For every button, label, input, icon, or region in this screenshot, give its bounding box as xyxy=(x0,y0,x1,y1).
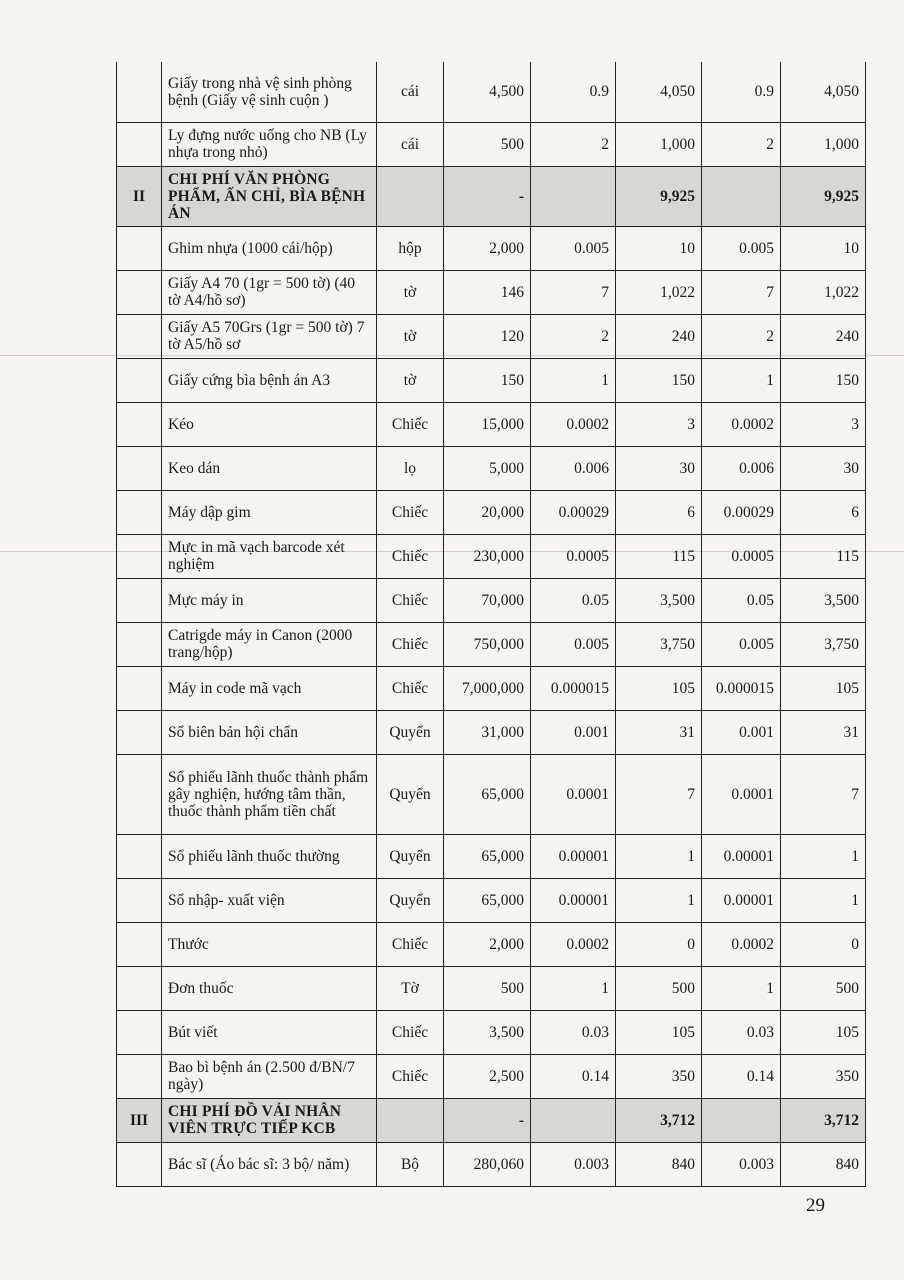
cell-unit-price: 15,000 xyxy=(444,402,531,446)
cell-amount-1: 3,750 xyxy=(616,622,702,666)
cell-quantity-1: 1 xyxy=(531,966,616,1010)
cell-quantity-1: 0.0005 xyxy=(531,534,616,578)
table-row xyxy=(117,834,866,878)
cell-unit-price: 65,000 xyxy=(444,878,531,922)
cell-quantity-2: 0.00001 xyxy=(702,878,781,922)
cell-quantity-2 xyxy=(702,166,781,226)
cell-unit: cái xyxy=(377,122,444,166)
cell-quantity-1: 7 xyxy=(531,270,616,314)
cell-unit-price: 4,500 xyxy=(444,62,531,122)
cell-amount-1: 150 xyxy=(616,358,702,402)
cell-stt xyxy=(117,710,162,754)
table-row xyxy=(117,710,866,754)
cell-quantity-2: 7 xyxy=(702,270,781,314)
cell-quantity-1 xyxy=(531,166,616,226)
cell-unit-price: 280,060 xyxy=(444,1142,531,1186)
cell-quantity-1: 0.006 xyxy=(531,446,616,490)
cell-amount-1: 3,500 xyxy=(616,578,702,622)
cell-unit-price: 20,000 xyxy=(444,490,531,534)
cell-amount-1: 31 xyxy=(616,710,702,754)
cell-amount-1: 240 xyxy=(616,314,702,358)
cell-stt xyxy=(117,966,162,1010)
cell-amount-2: 30 xyxy=(781,446,866,490)
cell-unit: Chiếc xyxy=(377,402,444,446)
section-row xyxy=(117,1098,866,1142)
cell-unit: Quyển xyxy=(377,878,444,922)
cell-stt xyxy=(117,1010,162,1054)
table-row xyxy=(117,402,866,446)
table-row xyxy=(117,446,866,490)
cell-quantity-1: 0.00001 xyxy=(531,878,616,922)
cell-stt: II xyxy=(117,166,162,226)
cell-quantity-1: 0.05 xyxy=(531,578,616,622)
cell-amount-2: 150 xyxy=(781,358,866,402)
cell-amount-1: 1 xyxy=(616,878,702,922)
cell-stt xyxy=(117,1054,162,1098)
cell-unit: Chiếc xyxy=(377,578,444,622)
cell-stt xyxy=(117,878,162,922)
cell-quantity-2: 0.0001 xyxy=(702,754,781,834)
cell-amount-2: 9,925 xyxy=(781,166,866,226)
cell-amount-1: 9,925 xyxy=(616,166,702,226)
cell-quantity-2: 1 xyxy=(702,358,781,402)
cell-amount-1: 4,050 xyxy=(616,62,702,122)
cell-item-name: Máy in code mã vạch xyxy=(162,666,377,710)
cell-amount-2: 105 xyxy=(781,1010,866,1054)
cell-stt xyxy=(117,314,162,358)
cell-amount-2: 1,000 xyxy=(781,122,866,166)
cell-quantity-1: 0.0002 xyxy=(531,922,616,966)
cell-amount-2: 105 xyxy=(781,666,866,710)
cell-amount-2: 7 xyxy=(781,754,866,834)
cell-item-name: CHI PHÍ ĐỒ VẢI NHÂN VIÊN TRỰC TIẾP KCB xyxy=(162,1098,377,1142)
table-row xyxy=(117,122,866,166)
cell-stt xyxy=(117,666,162,710)
cell-quantity-1: 0.00001 xyxy=(531,834,616,878)
cell-amount-2: 500 xyxy=(781,966,866,1010)
cell-amount-2: 350 xyxy=(781,1054,866,1098)
cell-item-name: Sổ biên bản hội chẩn xyxy=(162,710,377,754)
cell-amount-2: 3,750 xyxy=(781,622,866,666)
cell-unit: Chiếc xyxy=(377,622,444,666)
cell-amount-2: 10 xyxy=(781,226,866,270)
cell-quantity-2: 0.05 xyxy=(702,578,781,622)
cell-amount-2: 3,712 xyxy=(781,1098,866,1142)
cell-item-name: Kéo xyxy=(162,402,377,446)
table-body xyxy=(117,62,866,1186)
cell-quantity-1: 0.9 xyxy=(531,62,616,122)
table-row xyxy=(117,534,866,578)
cell-item-name: CHI PHÍ VĂN PHÒNG PHẨM, ẤN CHỈ, BÌA BỆNH ÁN xyxy=(162,166,377,226)
cell-quantity-2: 0.006 xyxy=(702,446,781,490)
cell-item-name: Máy dập gim xyxy=(162,490,377,534)
cell-amount-2: 840 xyxy=(781,1142,866,1186)
cell-amount-1: 0 xyxy=(616,922,702,966)
cell-quantity-2: 0.14 xyxy=(702,1054,781,1098)
table-row xyxy=(117,622,866,666)
cell-quantity-1: 1 xyxy=(531,358,616,402)
cell-unit: Chiếc xyxy=(377,666,444,710)
cell-unit-price: - xyxy=(444,1098,531,1142)
cell-unit-price: 5,000 xyxy=(444,446,531,490)
cell-stt xyxy=(117,490,162,534)
cell-item-name: Thước xyxy=(162,922,377,966)
cell-quantity-1: 0.005 xyxy=(531,622,616,666)
cell-item-name: Giấy A5 70Grs (1gr = 500 tờ) 7 tờ A5/hồ sơ xyxy=(162,314,377,358)
cell-amount-2: 1 xyxy=(781,834,866,878)
cell-quantity-2: 0.00029 xyxy=(702,490,781,534)
cell-stt xyxy=(117,578,162,622)
cell-item-name: Bác sĩ (Áo bác sĩ: 3 bộ/ năm) xyxy=(162,1142,377,1186)
cell-stt xyxy=(117,122,162,166)
cell-amount-2: 6 xyxy=(781,490,866,534)
cell-stt: III xyxy=(117,1098,162,1142)
cell-unit: tờ xyxy=(377,358,444,402)
table-row xyxy=(117,754,866,834)
cell-quantity-1: 0.0001 xyxy=(531,754,616,834)
cell-amount-2: 1,022 xyxy=(781,270,866,314)
cell-unit: cái xyxy=(377,62,444,122)
cell-item-name: Đơn thuốc xyxy=(162,966,377,1010)
table-row xyxy=(117,1054,866,1098)
cell-amount-1: 7 xyxy=(616,754,702,834)
cell-stt xyxy=(117,62,162,122)
cell-quantity-2: 2 xyxy=(702,122,781,166)
cell-quantity-1: 2 xyxy=(531,122,616,166)
cell-stt xyxy=(117,270,162,314)
cell-item-name: Sổ nhập- xuất viện xyxy=(162,878,377,922)
cell-amount-1: 1 xyxy=(616,834,702,878)
cell-unit-price: 2,000 xyxy=(444,226,531,270)
cell-unit-price: 70,000 xyxy=(444,578,531,622)
cell-unit-price: 65,000 xyxy=(444,834,531,878)
cell-unit: Quyển xyxy=(377,754,444,834)
cell-unit-price: 500 xyxy=(444,966,531,1010)
cell-item-name: Sổ phiếu lãnh thuốc thường xyxy=(162,834,377,878)
cell-amount-1: 115 xyxy=(616,534,702,578)
table-row xyxy=(117,62,866,122)
cell-item-name: Catrigde máy in Canon (2000 trang/hộp) xyxy=(162,622,377,666)
cell-quantity-1: 0.03 xyxy=(531,1010,616,1054)
cell-unit: tờ xyxy=(377,270,444,314)
cell-unit-price: 7,000,000 xyxy=(444,666,531,710)
cell-amount-1: 30 xyxy=(616,446,702,490)
table-row xyxy=(117,314,866,358)
cell-quantity-2: 0.0002 xyxy=(702,402,781,446)
cell-quantity-1: 0.003 xyxy=(531,1142,616,1186)
cell-item-name: Giấy A4 70 (1gr = 500 tờ) (40 tờ A4/hồ sơ) xyxy=(162,270,377,314)
cell-unit-price: 146 xyxy=(444,270,531,314)
cell-amount-1: 350 xyxy=(616,1054,702,1098)
cell-quantity-1: 0.14 xyxy=(531,1054,616,1098)
cell-quantity-1: 0.0002 xyxy=(531,402,616,446)
cell-item-name: Giấy cứng bìa bệnh án A3 xyxy=(162,358,377,402)
table-row xyxy=(117,1142,866,1186)
cell-unit: Chiếc xyxy=(377,490,444,534)
cell-amount-1: 3 xyxy=(616,402,702,446)
cell-amount-1: 3,712 xyxy=(616,1098,702,1142)
cell-stt xyxy=(117,622,162,666)
cell-amount-1: 6 xyxy=(616,490,702,534)
cell-quantity-1: 0.00029 xyxy=(531,490,616,534)
cell-amount-2: 240 xyxy=(781,314,866,358)
cell-item-name: Giấy trong nhà vệ sinh phòng bệnh (Giấy vệ sinh cuộn ) xyxy=(162,62,377,122)
table-row xyxy=(117,490,866,534)
cell-quantity-1: 0.001 xyxy=(531,710,616,754)
cell-unit: Bộ xyxy=(377,1142,444,1186)
cell-item-name: Ly đựng nước uống cho NB (Ly nhựa trong nhỏ) xyxy=(162,122,377,166)
cell-unit: Tờ xyxy=(377,966,444,1010)
cell-amount-2: 115 xyxy=(781,534,866,578)
page-number: 29 xyxy=(806,1195,825,1216)
cell-item-name: Mực máy in xyxy=(162,578,377,622)
cell-unit-price: - xyxy=(444,166,531,226)
cell-quantity-2 xyxy=(702,1098,781,1142)
cell-quantity-2: 0.003 xyxy=(702,1142,781,1186)
cell-quantity-2: 0.0002 xyxy=(702,922,781,966)
cell-stt xyxy=(117,226,162,270)
cell-quantity-2: 1 xyxy=(702,966,781,1010)
cell-unit-price: 3,500 xyxy=(444,1010,531,1054)
cell-quantity-2: 0.00001 xyxy=(702,834,781,878)
cell-stt xyxy=(117,1142,162,1186)
table-row xyxy=(117,270,866,314)
cell-amount-2: 3 xyxy=(781,402,866,446)
table-row xyxy=(117,226,866,270)
table-row xyxy=(117,966,866,1010)
cell-stt xyxy=(117,358,162,402)
cell-amount-1: 840 xyxy=(616,1142,702,1186)
cell-stt xyxy=(117,922,162,966)
table-row xyxy=(117,578,866,622)
cell-amount-1: 500 xyxy=(616,966,702,1010)
cell-amount-2: 1 xyxy=(781,878,866,922)
cell-item-name: Bao bì bệnh án (2.500 đ/BN/7 ngày) xyxy=(162,1054,377,1098)
cell-amount-2: 4,050 xyxy=(781,62,866,122)
cell-unit: lọ xyxy=(377,446,444,490)
cell-unit-price: 500 xyxy=(444,122,531,166)
cell-quantity-2: 0.9 xyxy=(702,62,781,122)
cell-amount-2: 0 xyxy=(781,922,866,966)
cell-unit: hộp xyxy=(377,226,444,270)
cell-unit-price: 2,000 xyxy=(444,922,531,966)
cell-unit-price: 2,500 xyxy=(444,1054,531,1098)
cell-quantity-1: 0.005 xyxy=(531,226,616,270)
cell-quantity-2: 0.001 xyxy=(702,710,781,754)
cell-unit-price: 120 xyxy=(444,314,531,358)
cell-unit: Quyển xyxy=(377,710,444,754)
cell-unit: Chiếc xyxy=(377,1054,444,1098)
cell-unit xyxy=(377,166,444,226)
cell-unit: Chiếc xyxy=(377,922,444,966)
table-row xyxy=(117,358,866,402)
cell-item-name: Bút viết xyxy=(162,1010,377,1054)
cell-quantity-2: 0.03 xyxy=(702,1010,781,1054)
cell-unit: Chiếc xyxy=(377,534,444,578)
section-row xyxy=(117,166,866,226)
cell-quantity-2: 0.005 xyxy=(702,622,781,666)
table-row xyxy=(117,878,866,922)
cell-unit: Chiếc xyxy=(377,1010,444,1054)
cell-amount-1: 10 xyxy=(616,226,702,270)
cell-stt xyxy=(117,446,162,490)
cell-item-name: Sổ phiếu lãnh thuốc thành phẩm gây nghiện, hướng tâm thần, thuốc thành phẩm tiền chất xyxy=(162,754,377,834)
cell-amount-1: 105 xyxy=(616,1010,702,1054)
table-row xyxy=(117,666,866,710)
cell-item-name: Ghim nhựa (1000 cái/hộp) xyxy=(162,226,377,270)
cell-amount-2: 31 xyxy=(781,710,866,754)
cell-amount-1: 105 xyxy=(616,666,702,710)
cost-table xyxy=(116,62,866,1187)
cell-unit xyxy=(377,1098,444,1142)
cell-unit-price: 150 xyxy=(444,358,531,402)
cell-unit-price: 65,000 xyxy=(444,754,531,834)
cell-quantity-1 xyxy=(531,1098,616,1142)
cell-unit-price: 750,000 xyxy=(444,622,531,666)
cell-unit: tờ xyxy=(377,314,444,358)
cell-amount-1: 1,022 xyxy=(616,270,702,314)
cell-quantity-1: 2 xyxy=(531,314,616,358)
cell-quantity-2: 0.005 xyxy=(702,226,781,270)
table-row xyxy=(117,1010,866,1054)
cell-stt xyxy=(117,534,162,578)
cell-unit-price: 31,000 xyxy=(444,710,531,754)
cell-amount-1: 1,000 xyxy=(616,122,702,166)
cell-unit-price: 230,000 xyxy=(444,534,531,578)
table-row xyxy=(117,922,866,966)
cell-quantity-2: 2 xyxy=(702,314,781,358)
cell-item-name: Mực in mã vạch barcode xét nghiệm xyxy=(162,534,377,578)
cell-amount-2: 3,500 xyxy=(781,578,866,622)
cell-quantity-1: 0.000015 xyxy=(531,666,616,710)
cell-quantity-2: 0.000015 xyxy=(702,666,781,710)
cell-item-name: Keo dán xyxy=(162,446,377,490)
cell-stt xyxy=(117,402,162,446)
cell-stt xyxy=(117,754,162,834)
cell-unit: Quyển xyxy=(377,834,444,878)
cell-quantity-2: 0.0005 xyxy=(702,534,781,578)
cell-stt xyxy=(117,834,162,878)
